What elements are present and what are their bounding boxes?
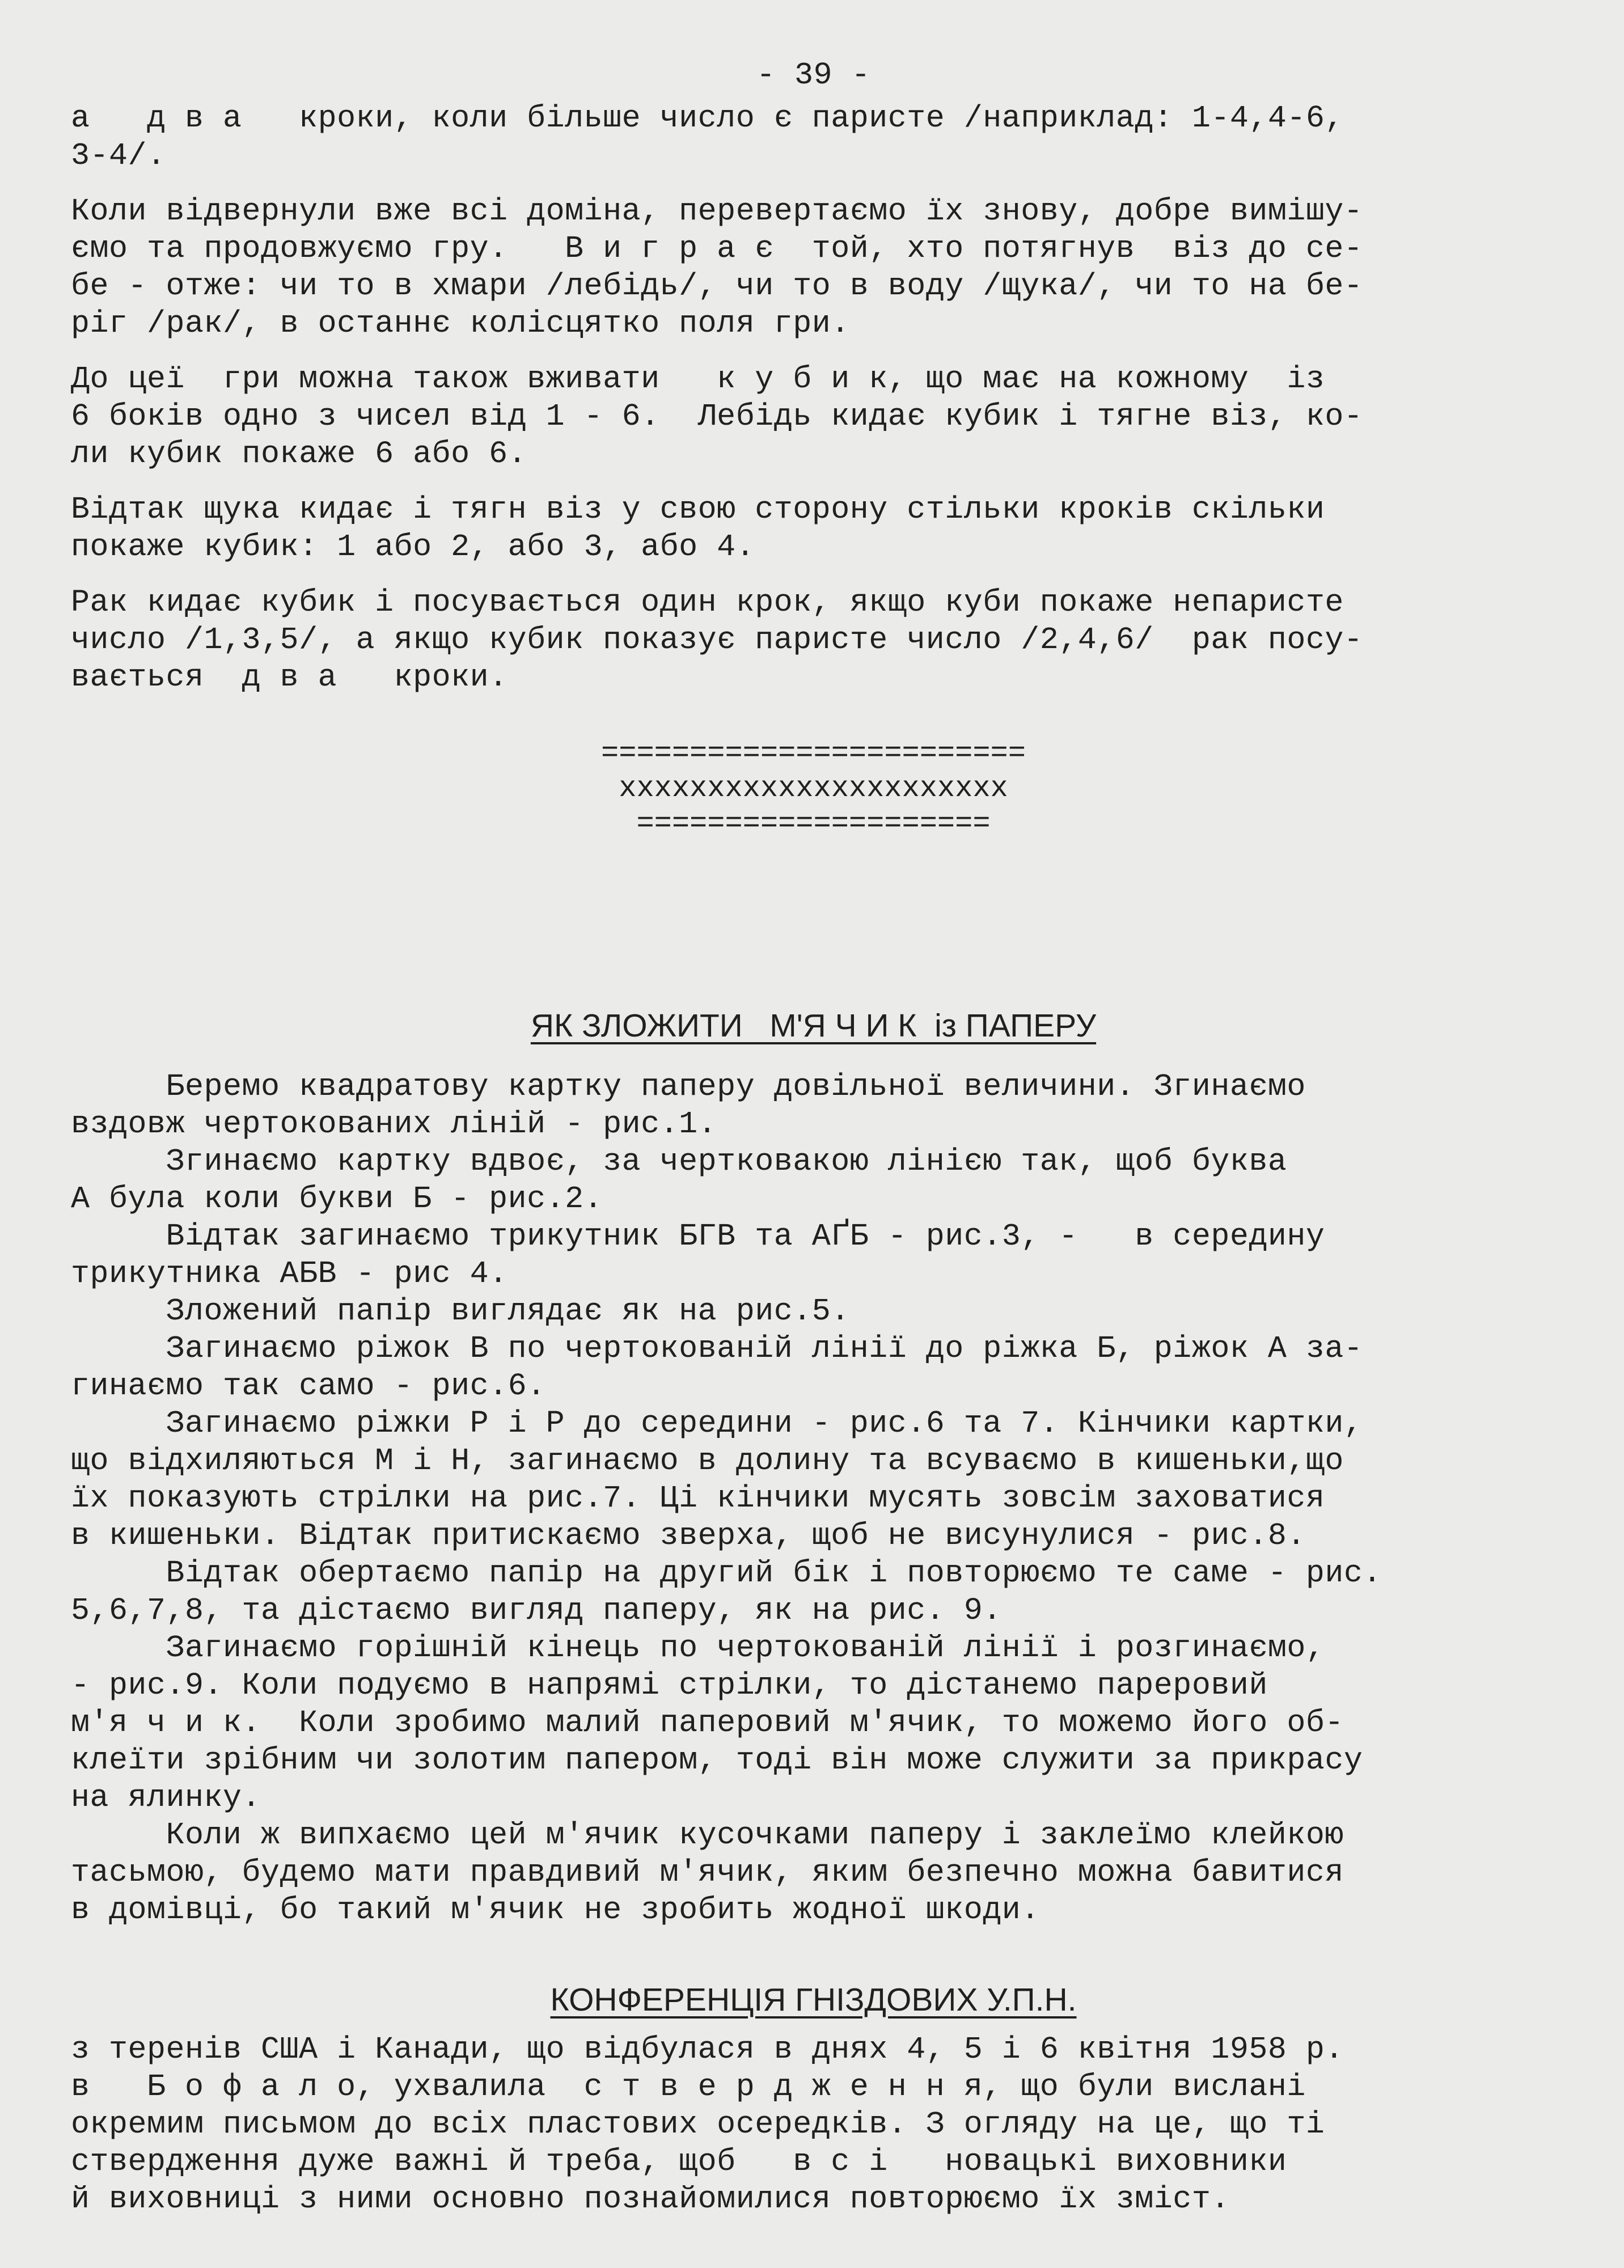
conference-text [71, 2031, 1556, 2218]
paper-ball-instructions [71, 1068, 1556, 1929]
text-line: ли кубик покаже 6 або 6. [71, 436, 527, 472]
text-line: а д в а кроки, коли більше число є паристе /наприклад: 1-4,4-6, [71, 100, 1344, 136]
text-line: 5,6,7,8, та дістаємо вигляд паперу, як на рис. 9. [71, 1593, 1002, 1628]
text-line: вається д в а кроки. [71, 659, 508, 695]
text-line: Загинаємо ріжки Р і Р до середини - рис.6 та 7. Кінчики картки, [71, 1406, 1363, 1441]
text-line: число /1,3,5/, а якщо кубик показує паристе число /2,4,6/ рак посу- [71, 622, 1363, 658]
separator-line: ======================== [601, 737, 1026, 770]
text-line: їх показують стрілки на рис.7. Ці кінчики мусять зовсім заховатися [71, 1480, 1325, 1516]
paragraph [71, 193, 1556, 342]
section-heading-paper-ball: ЯК ЗЛОЖИТИ М'Я Ч И К із ПАПЕРУ [530, 1008, 1097, 1044]
page-number: - 39 - [756, 57, 871, 93]
text-line: Беремо квадратову картку паперу довільної величини. Згинаємо [71, 1069, 1306, 1105]
paragraph [71, 361, 1556, 473]
text-line: ріг /рак/, в останнє колісцятко поля гри. [71, 306, 850, 341]
paragraph [71, 100, 1556, 175]
text-line: гинаємо так само - рис.6. [71, 1368, 546, 1404]
section-heading-conference: КОНФЕРЕНЦІЯ ГНІЗДОВИХ У.П.Н. [550, 1982, 1077, 2018]
text-line: бе - отже: чи то в хмари /лебідь/, чи то в воду /щука/, чи то на бе- [71, 268, 1363, 304]
text-line: А була коли букви Б - рис.2. [71, 1181, 603, 1217]
text-line: Рак кидає кубик і посувається один крок, якщо куби покаже непаристе [71, 585, 1344, 620]
text-line: покаже кубик: 1 або 2, або 3, або 4. [71, 529, 755, 565]
text-line: в кишеньки. Відтак притискаємо зверха, щоб не висунулися - рис.8. [71, 1518, 1306, 1554]
text-line: в домівці, бо такий м'ячик не зробить жодної шкоди. [71, 1892, 1040, 1928]
text-line: ємо та продовжуємо гру. В и г р а є той, хто потягнув віз до се- [71, 231, 1363, 266]
paragraph [71, 491, 1556, 566]
text-line: клеїти зрібним чи золотим папером, тоді він може служити за прикрасу [71, 1742, 1363, 1778]
text-line: Коли ж випхаємо цей м'ячик кусочками паперу і заклеїмо клейкою [71, 1817, 1344, 1853]
text-line: Коли відвернули вже всі доміна, перевертаємо їх знову, добре вимішу- [71, 193, 1363, 229]
domino-game-rules [71, 100, 1556, 696]
text-line: Відтак загинаємо трикутник БГВ та АҐБ - рис.3, - в середину [71, 1218, 1325, 1254]
text-line: в Б о ф а л о, ухвалила с т в е р д ж е н н я, що були вислані [71, 2069, 1306, 2105]
paragraph [71, 584, 1556, 696]
text-line: трикутника АБВ - рис 4. [71, 1256, 508, 1292]
text-line: - рис.9. Коли подуємо в напрямі стрілки, то дістанемо пареровий [71, 1668, 1268, 1703]
text-line: на ялинку. [71, 1780, 261, 1816]
text-line: Зложений папір виглядає як на рис.5. [71, 1293, 850, 1329]
text-line: ствердження дуже важні й треба, щоб в с і новацькі виховники [71, 2144, 1287, 2180]
text-line: Відтак обертаємо папір на другий бік і повторюємо те саме - рис. [71, 1555, 1382, 1591]
text-line: окремим письмом до всіх пластових осередків. З огляду на це, що ті [71, 2106, 1325, 2142]
text-line: 3-4/. [71, 138, 166, 174]
section-separator [71, 736, 1556, 841]
text-line: Загинаємо ріжок В по чертокованій лінії до ріжка Б, ріжок А за- [71, 1331, 1363, 1366]
text-line: що відхиляються М і Н, загинаємо в долину та всуваємо в кишеньки,що [71, 1443, 1344, 1479]
text-line: 6 боків одно з чисел від 1 - 6. Лебідь кидає кубик і тягне віз, ко- [71, 399, 1363, 434]
text-line: й виховниці з ними основно познайомилися повторюємо їх зміст. [71, 2181, 1230, 2217]
text-line: м'я ч и к. Коли зробимо малий паперовий м'ячик, то можемо його об- [71, 1705, 1344, 1741]
text-line: з теренів США і Канади, що відбулася в днях 4, 5 і 6 квітня 1958 р. [71, 2032, 1344, 2067]
text-line: Відтак щука кидає і тягн віз у свою сторону стільки кроків скільки [71, 492, 1325, 527]
separator-line: ==================== [636, 807, 991, 840]
text-line: Згинаємо картку вдвоє, за чертковакою лінією так, щоб буква [71, 1144, 1287, 1179]
text-line: вздовж чертокованих ліній - рис.1. [71, 1106, 717, 1142]
text-line: До цеї гри можна також вживати к у б и к, що має на кожному із [71, 361, 1325, 397]
separator-line: xxxxxxxxxxxxxxxxxxxxxx [619, 772, 1008, 805]
text-line: Загинаємо горішній кінець по чертокованій лінії і розгинаємо, [71, 1630, 1325, 1666]
text-line: тасьмою, будемо мати правдивий м'ячик, яким безпечно можна бавитися [71, 1855, 1344, 1890]
